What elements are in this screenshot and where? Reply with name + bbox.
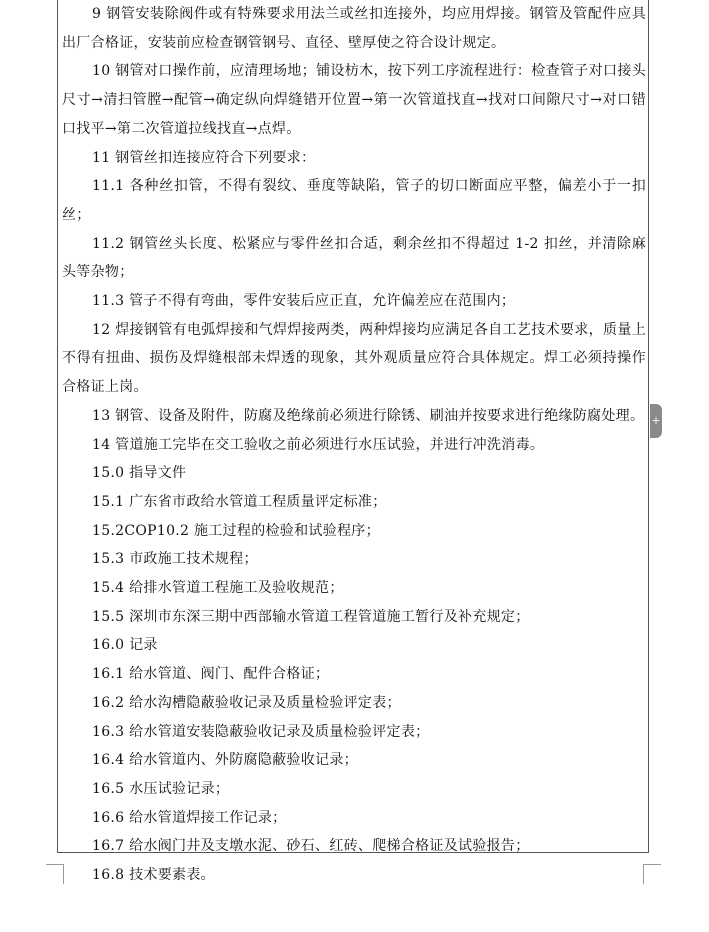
expand-side-tab[interactable] (650, 404, 662, 438)
paragraph-12: 12 焊接钢管有电弧焊接和气焊焊接两类，两种焊接均应满足各自工艺技术要求，质量上不得有扭曲、损伤及焊缝根部未焊透的现象，其外观质量应符合具体规定。焊工必须持操作合格证上岗。 (62, 321, 646, 396)
list-item-15-4: 15.4 给排水管道工程施工及验收规范； (92, 580, 344, 597)
paragraph-10: 10 钢管对口操作前，应清理场地；铺设枋木，按下列工序流程进行：检查管子对口接头尺寸→清扫管膛→配管→确定纵向焊缝错开位置→第一次管道找直→找对口间隙尺寸→对口错口找平→第二次管道拉线找直→点焊。 (62, 63, 646, 137)
paragraph-14: 14 管道施工完毕在交工验收之前必须进行水压试验，并进行冲洗消毒。 (92, 436, 545, 453)
paragraph-11: 11 钢管丝扣连接应符合下列要求： (92, 149, 316, 166)
list-item-16-7: 16.7 给水阀门井及支墩水泥、砂石、红砖、爬梯合格证及试验报告； (92, 838, 530, 855)
paragraph-13: 13 钢管、设备及附件，防腐及绝缘前必须进行除锈、刷油并按要求进行绝缘防腐处理。 (92, 407, 645, 424)
list-item-16-3: 16.3 给水管道安装隐蔽验收记录及质量检验评定表； (92, 723, 430, 740)
paragraph-11-3: 11.3 管子不得有弯曲，零件安装后应正直，允许偏差应在范围内； (92, 293, 516, 310)
list-item-15-5: 15.5 深圳市东深三期中西部输水管道工程管道施工暂行及补充规定； (92, 608, 530, 625)
list-item-16-1: 16.1 给水管道、阀门、配件合格证； (92, 666, 330, 683)
list-item-16-8: 16.8 技术要素表。 (92, 867, 215, 884)
list-item-15-1: 15.1 广东省市政给水管道工程质量评定标准； (92, 493, 387, 510)
document-body (62, 0, 646, 890)
paragraph-11-2: 11.2 钢管丝头长度、松紧应与零件丝扣合适，剩余丝扣不得超过 1-2 扣丝，并清除麻头等杂物； (62, 235, 646, 281)
plus-icon: + (651, 414, 661, 427)
page-corner-mark-right (643, 864, 661, 884)
list-item-16-5: 16.5 水压试验记录； (92, 780, 230, 797)
section-15-heading: 15.0 指导文件 (92, 465, 187, 482)
list-item-15-3: 15.3 市政施工技术规程； (92, 551, 258, 568)
list-item-16-4: 16.4 给水管道内、外防腐隐蔽验收记录； (92, 752, 358, 769)
list-item-16-6: 16.6 给水管道焊接工作记录； (92, 809, 287, 826)
section-16-heading: 16.0 记录 (92, 637, 158, 654)
paragraph-9: 9 钢管安装除阀件或有特殊要求用法兰或丝扣连接外，均应用焊接。钢管及管配件应具出厂合格证，安装前应检查钢管钢号、直径、壁厚使之符合设计规定。 (62, 6, 646, 51)
list-item-15-2: 15.2COP10.2 施工过程的检验和试验程序； (92, 522, 380, 539)
page-corner-mark-left (46, 864, 64, 884)
list-item-16-2: 16.2 给水沟槽隐蔽验收记录及质量检验评定表； (92, 694, 401, 711)
paragraph-11-1: 11.1 各种丝扣管，不得有裂纹、垂度等缺陷，管子的切口断面应平整，偏差小于一扣丝； (62, 178, 646, 223)
